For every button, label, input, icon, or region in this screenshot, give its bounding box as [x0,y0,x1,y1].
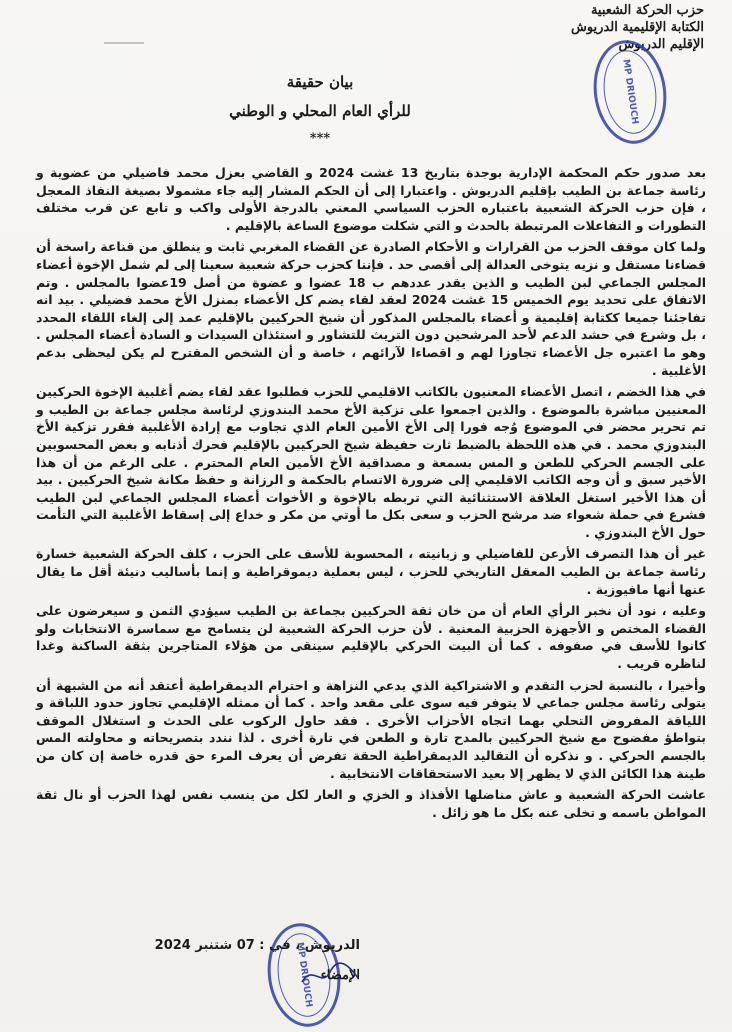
paragraph-1: بعد صدور حكم المحكمة الإدارية بوجدة بتاريخ 13 غشت 2024 و القاضي بعزل محمد فاضيلي من عضوية و رئاسة جماعة بن الطيب بإقليم الدريوش . واعتبارا إلى أن الحكم المشار إليه جاء مشمولا بصيغة النفاذ المعجل ، فإن حزب الحركة الشعبية باعتباره الحزب السياسي المعني بالدرجة الأولى واكب و تابع عن قرب مختلف التطورات و التفاعلات المرتبطة بالحدث و التي شكلت موضوع الساعة بالإقليم . [36,165,707,233]
document-title: بيان حقيقة [286,73,354,91]
letterhead [504,2,704,53]
stamp-text: MP DRIOUCH [294,941,314,1009]
signature-label: الإمضاء [320,968,360,983]
paragraph-5: وعليه ، نود أن نخبر الرأي العام أن من خان ثقة الحركيين بجماعة بن الطيب سيؤدي الثمن و سيعرضون على القضاء المختص و الأجهزة الحزبية المعنية . لأن حزب الحركة الشعبية لن يتسامح مع سماسرة الانتخابات ولو كانوا للأسف في صفوفه . كما أن البيت الحركي بالإقليم سينقى من هؤلاء المتاجرين بثقة الساكنة وغدا لناظره قريب . [36,603,706,672]
stamp-text: MP DRIOUCH [620,58,640,126]
letterhead-line-secretariat: الكتابة الإقليمية الدريوش [570,20,704,35]
paragraph-7: عاشت الحركة الشعبية و عاش مناضلها الأفذاذ و الخزي و العار لكل من ينسب نفس لهذا الحزب أو نال ثقة المواطن باسمه و تخلى عنه بكل ما هو زائل . [36,787,706,820]
paragraph-4: غير أن هذا التصرف الأرعن للفاضيلي و زبانيته ، المحسوبة للأسف على الحزب ، كلف الحركة الشعبية خسارة رئاسة جماعة بن الطيب المعقل التاريخي للحزب ، ليس بعملية ديموقراطية و إنما بأساليب دنيئة أقل ما يقال عنها أنها مافيوزية . [36,546,706,597]
paragraph-2: ولما كان موقف الحزب من القرارات و الأحكام الصادرة عن القضاء المغربي ثابت و ينطلق من قناعة راسخة أن قضاءنا مستقل و نزيه يتوخى العدالة إلى أقصى حد . فإننا كحزب حركة شعبية سعينا إلى لم شمل الإخوة أعضاء المجلس الجماعي لبن الطيب و الذين يقدر عددهم ب 18 عضوا و عضوة من أصل 19عضوا بالمجلس . وتم الاتفاق على تحديد يوم الخميس 15 غشت 2024 لعقد لقاء يضم كل الأعضاء بمنزل الأخ محمد فضيلي . بيد انه تفاجئنا جميعا ككتابة إقليمية و أعضاء بالمجلس المذكور أن شيخ الحركيين بالإقليم عمد إلى إلغاء اللقاء المحدد ، بل وشرع في حشد الدعم لأحد المرشحين دون التريث للتشاور و استئذان السيدات و السادة أعضاء المجلس . وهو ما اعتبره جل الأعضاء تجاوزا لهم و اقصاءا لآرائهم ، خاصة و أن الشخص المقترح لم يكن ليحظى بدعم الأغلبية . [35,239,706,378]
title-separator: *** [309,131,331,146]
letterhead-line-province: الإقليم الدريوش [618,37,704,52]
handwritten-signature [300,960,360,990]
place-and-date: الدريوش ، في : 07 شتنبر 2024 [154,938,360,953]
statement-body [36,164,706,825]
paragraph-6: وأخيرا ، بالنسبة لحزب التقدم و الاشتراكية الذي يدعي النزاهة و احترام الديمقراطية أعتقد أنه من الشبهة أن يتولى رئاسة مجلس جماعي لا يتوفر فيه سوى على مقعد واحد . كما أن ممثله الإقليمي تجاوز حدود اللباقة و اللياقة المفروض التحلي بهما اتجاه الأحزاب الأخرى . فقد حاول الركوب على الحدث و استغلال الموقف بتواطؤ مفضوح مع شيخ الحركيين بالمدح تارة و الطعن في تارة أخرى . لذا نندد بتصريحاته و محاولته المس بالجسم الحركي . و نذكره أن التقاليد الديمقراطية الحقة تفرض أن يعرف المرء حق قدره خاصة إن كان من طينة هذا الكائن الذي لا يظهر إلا بعيد الاستحقاقات الانتخابية . [36,677,706,781]
faded-header-mark [104,28,144,44]
title-block [180,72,460,148]
document-subtitle: للرأي العام المحلي و الوطني [229,102,411,120]
paragraph-3: في هذا الخضم ، اتصل الأعضاء المعنيون بالكاتب الاقليمي للحزب فطلبوا عقد لقاء يضم أغلبية الإخوة الحركيين المعنيين مباشرة بالموضوع . والذين اجمعوا على تزكية الأخ محمد البندوزي لرئاسة مجلس جماعة بن الطيب و تم تحرير محضر في الموضوع وُجه فورا إلى الأخ الأمين العام الذي تجاوب مع إرادة الأغلبية فقرر تزكية الأخ البندوزي محمد . في هذه اللحظة بالضبط ثارت حفيظة شيخ الحركيين بالإقليم فحرك أذنابه و بعض المحسوبين على الجسم الحركي للطعن و المس بسمعة و مصداقية الأخ الأمين العام المحترم . على الرغم من أن هذا الأخير سبق و أن وجه الكاتب الاقليمي إلى ضرورة الاتسام بالحكمة و الرزانة و حفظ مكانة شيخ الحركيين . بيد أن هذا الأخير استغل العلاقة الاستثنائية التي تربطه بالإخوة و الأخوات أعضاء المجلس الجماعي لبن الطيب فشرع في حملة شعواء ضد مرشح الحزب و سعى بكل ما أوتي من مكر و خداع إلى إسقاط الأغلبية التي التأمت حول الأخ البندوزي . [36,384,706,540]
letterhead-line-party: حزب الحركة الشعبية [590,3,704,18]
